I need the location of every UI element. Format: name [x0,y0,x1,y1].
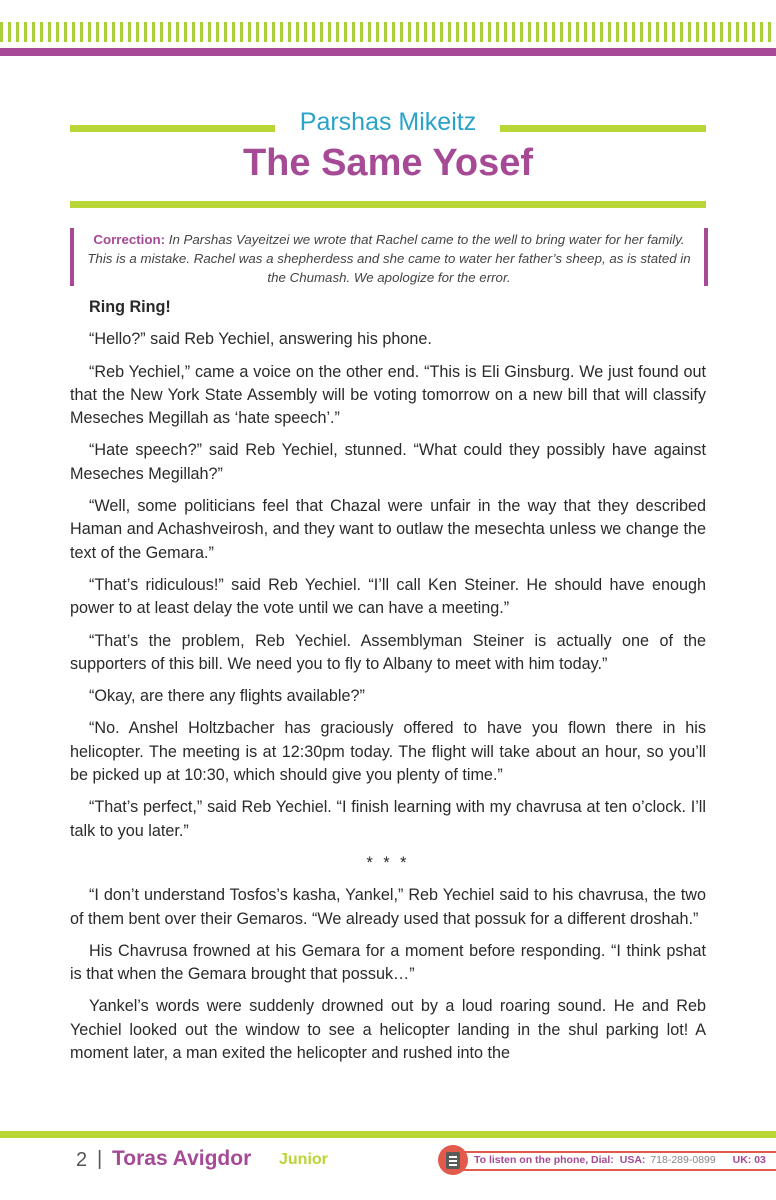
section-break: * * * [366,853,410,872]
story-paragraph: “Hello?” said Reb Yechiel, answering his phone. [89,330,432,349]
story-paragraph: “That’s ridiculous!” said Reb Yechiel. “I’ll call Ken Steiner. He should have enough power to at least delay the vote until we can have a meeting.” [70,575,706,618]
story-paragraph: “That’s the problem, Reb Yechiel. Assemblyman Steiner is actually one of the supporters of this bill. We need you to fly to Albany to meet with him today.” [70,631,706,673]
footer-separator: | [97,1148,103,1170]
phone-info-text [474,1154,766,1166]
story-paragraph: “No. Anshel Holtzbacher has graciously offered to have you flown there in his helicopter. The meeting is at 12:30pm today. The flight will take about an hour, so you’ll be picked up at 10:30, which should give you plenty of time.” [70,719,706,785]
phone-label: To listen on the phone, Dial: [474,1154,614,1166]
top-color-band [0,48,776,56]
story-paragraph: “Well, some politicians feel that Chazal were unfair in the way that they described Haman and Achashveirosh, and they want to outlaw the mesechta unless we change the text of the Gemara.” [70,497,706,562]
brand-name: Toras Avigdor [112,1147,252,1170]
page-number: 2 [76,1149,88,1171]
story-paragraph: Yankel’s words were suddenly drowned out by a loud roaring sound. He and Reb Yechiel looked out the window to see a helicopter landing in the shul parking lot! A moment later, a man exited the helicopter and rushed into the [70,997,706,1063]
usa-phone-number[interactable]: 718-289-0899 [650,1154,716,1166]
parsha-heading: Parshas Mikeitz [299,108,477,136]
telephone-icon [438,1145,468,1175]
story-paragraph: Ring Ring! [89,298,171,316]
correction-label: Correction: [93,232,166,247]
top-stripe-border [0,22,776,42]
footer-rule [0,1131,776,1138]
story-body [70,296,706,1074]
usa-label: USA: [619,1154,646,1166]
correction-box [70,228,708,286]
story-paragraph: “Hate speech?” said Reb Yechiel, stunned. “What could they possibly have against Meseches Megillah?” [70,441,706,483]
page-title: The Same Yosef [242,142,534,184]
story-paragraph: “That’s perfect,” said Reb Yechiel. “I finish learning with my chavrusa at ten o’clock. I’ll talk to you later.” [70,798,706,840]
title-underline [70,201,706,208]
uk-label: UK: 03 [732,1154,766,1166]
correction-text: In Parshas Vayeitzei we wrote that Rachel came to the well to bring water for her family. This is a mistake. Rachel was a shepherdess and she came to water her father’s sheep, as is stated in the Chumash. We apologize for the error. [87,232,691,285]
story-paragraph: “Reb Yechiel,” came a voice on the other end. “This is Eli Ginsburg. We just found out that the New York State Assembly will be voting tomorrow on a new bill that will classify Meseches Megillah as ‘hate speech’.” [70,362,706,428]
brand-suffix: Junior [279,1151,328,1168]
story-paragraph: His Chavrusa frowned at his Gemara for a moment before responding. “I think pshat is that when the Gemara brought that possuk…” [70,941,706,984]
story-paragraph: “Okay, are there any flights available?” [89,687,365,706]
story-paragraph: “I don’t understand Tosfos’s kasha, Yankel,” Reb Yechiel said to his chavrusa, the two of them bent over their Gemaros. “We already used that possuk for a different droshah.” [70,886,706,928]
